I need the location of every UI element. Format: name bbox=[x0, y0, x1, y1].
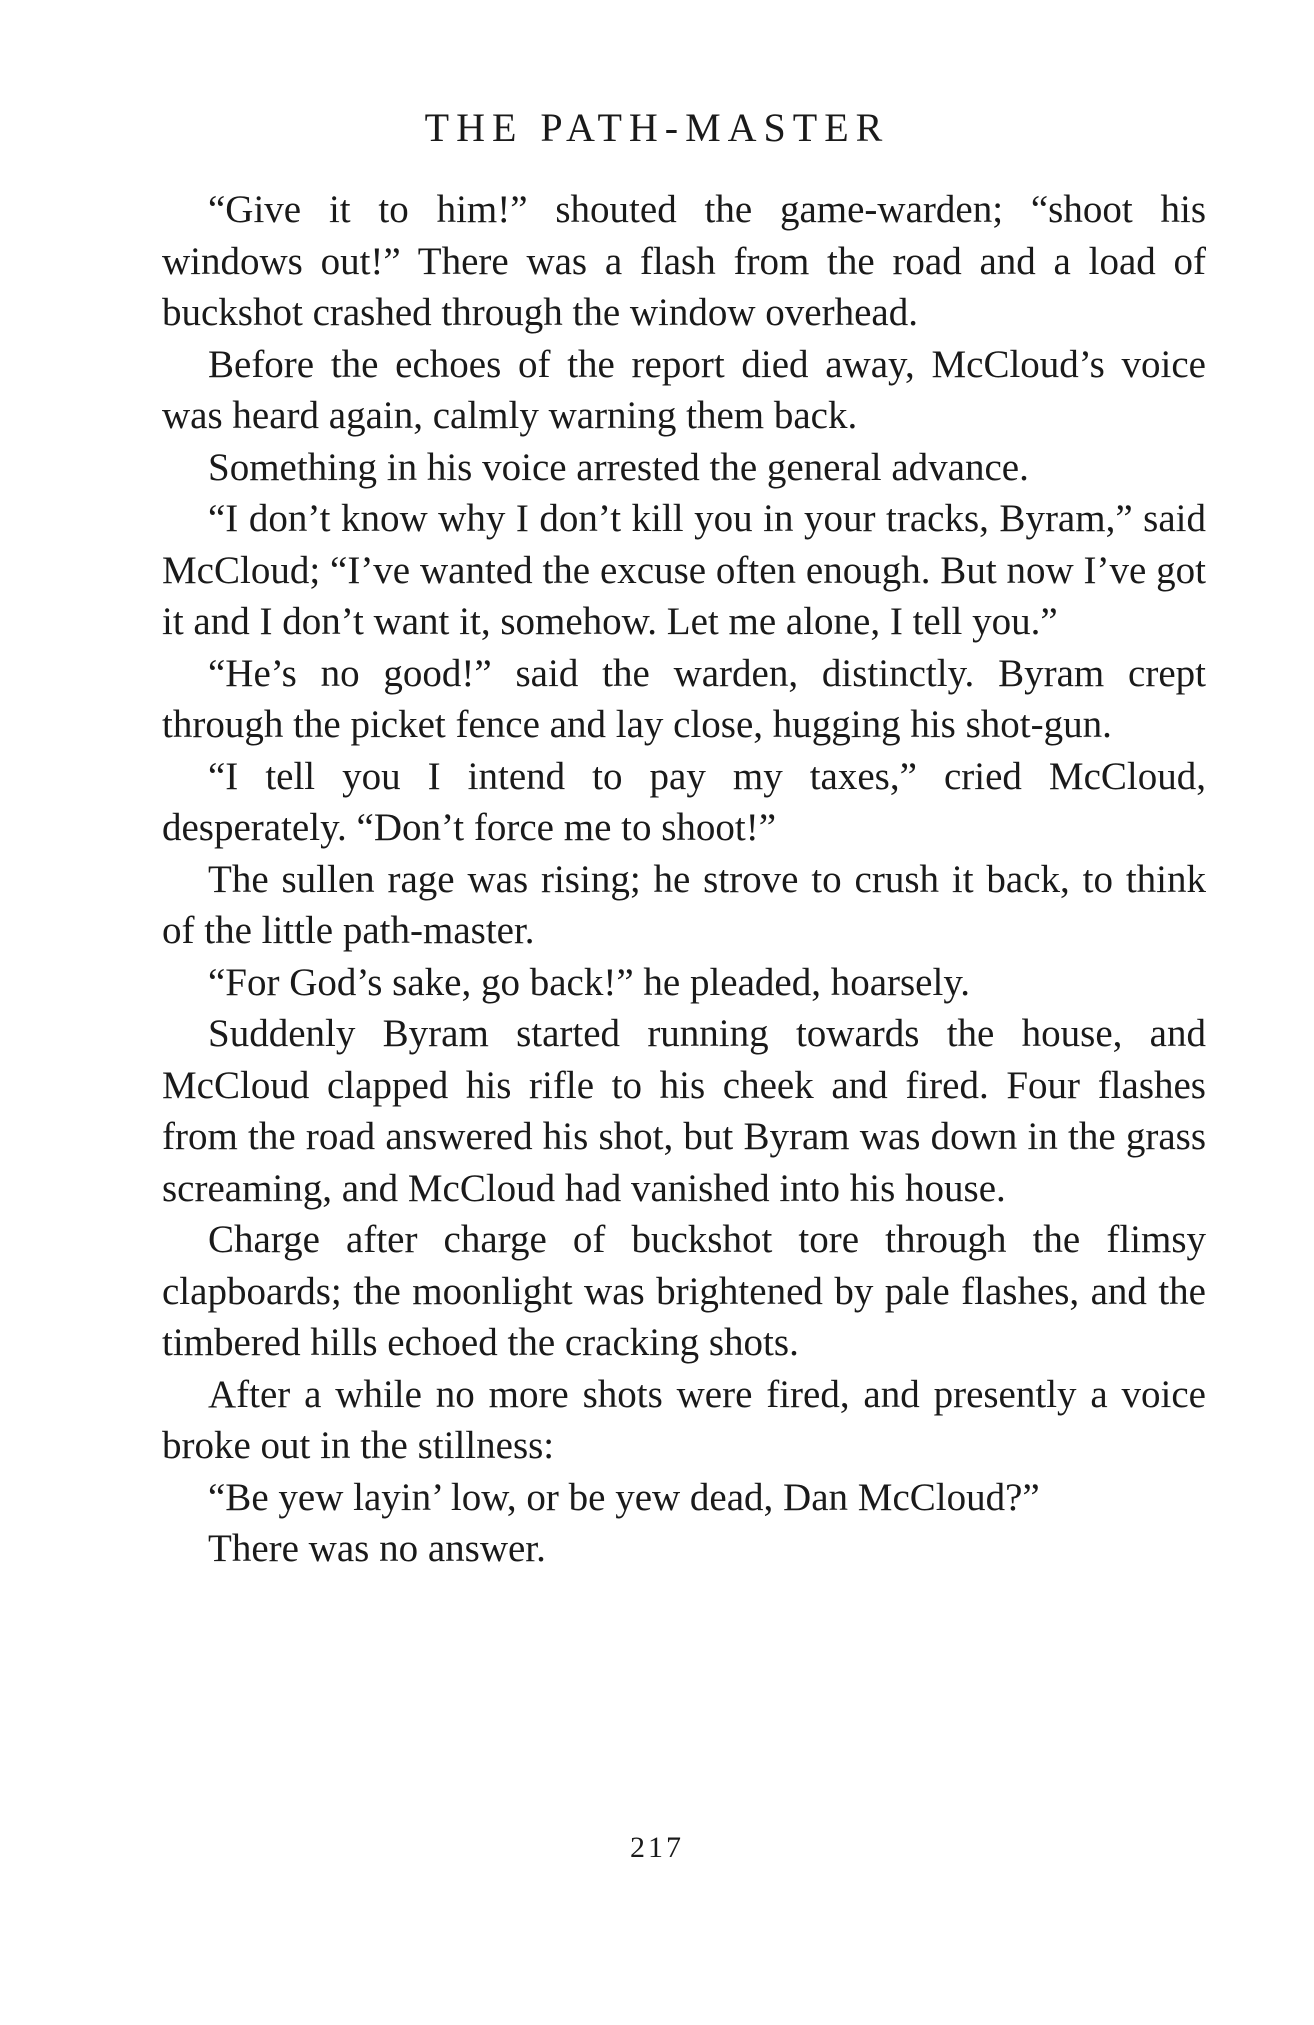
paragraph: Something in his voice arrested the general advance. bbox=[208, 445, 1029, 489]
paragraph: There was no answer. bbox=[208, 1527, 546, 1570]
paragraph: “He’s no good!” said the warden, distinctly. Byram crept through the picket fence and lay close, hugging his shot-gun. bbox=[162, 651, 1206, 746]
paragraph: Suddenly Byram started running towards the house, and McCloud clapped his rifle to his cheek and fired. Four flashes from the road answered his shot, but Byram was down in the grass screaming, and McCloud had vanished into his house. bbox=[162, 1012, 1206, 1210]
paragraph: “For God’s sake, go back!” he pleaded, hoarsely. bbox=[208, 960, 971, 1004]
running-head: THE PATH-MASTER bbox=[424, 105, 890, 150]
paragraph: “I tell you I intend to pay my taxes,” cried McCloud, desperately. “Don’t force me to shoot!” bbox=[162, 754, 1206, 849]
paragraph: “Be yew layin’ low, or be yew dead, Dan McCloud?” bbox=[208, 1475, 1040, 1519]
paragraph: “Give it to him!” shouted the game-warden; “shoot his windows out!” There was a flash from the road and a load of buckshot crashed through the window overhead. bbox=[162, 188, 1206, 334]
body-text bbox=[162, 184, 1206, 1575]
page-number: 217 bbox=[630, 1831, 684, 1864]
paragraph: Charge after charge of buckshot tore through the flimsy clapboards; the moonlight was brightened by pale flashes, and the timbered hills echoed the cracking shots. bbox=[162, 1218, 1206, 1364]
paragraph: After a while no more shots were fired, and presently a voice broke out in the stillness: bbox=[162, 1372, 1206, 1467]
paragraph: “I don’t know why I don’t kill you in your tracks, Byram,” said McCloud; “I’ve wanted the excuse often enough. But now I’ve got it and I don’t want it, somehow. Let me alone, I tell you.” bbox=[162, 497, 1206, 643]
paragraph: Before the echoes of the report died away, McCloud’s voice was heard again, calmly warning them back. bbox=[162, 342, 1206, 437]
paragraph: The sullen rage was rising; he strove to crush it back, to think of the little path-master. bbox=[162, 857, 1206, 952]
